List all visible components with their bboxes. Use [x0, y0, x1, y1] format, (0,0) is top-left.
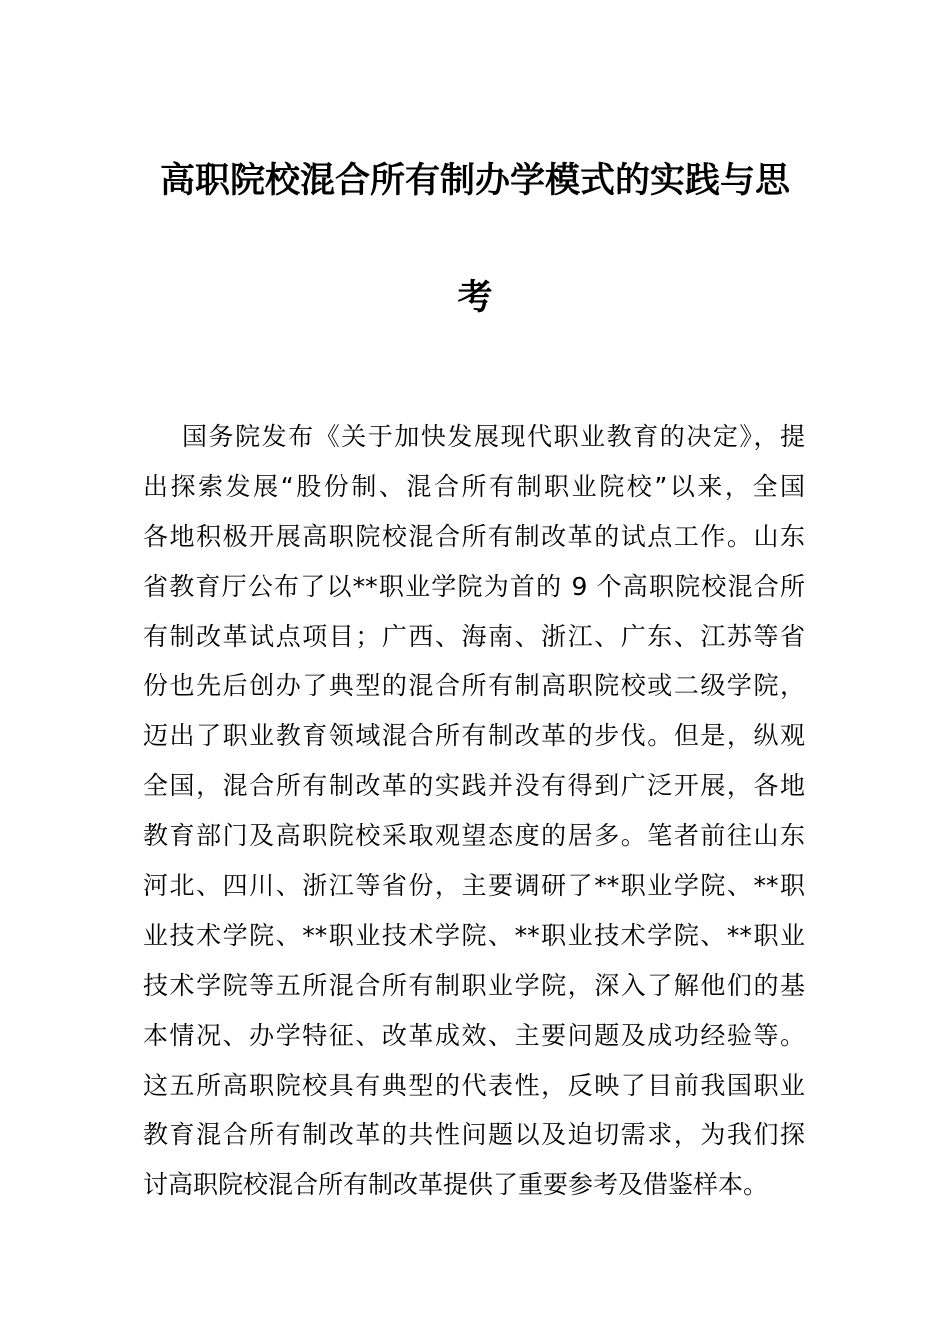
- paragraph-line: 河北、四川、浙江等省份，主要调研了**职业学院、**职: [143, 871, 805, 901]
- paragraph-line: 本情况、办学特征、改革成效、主要问题及成功经验等。: [143, 1020, 805, 1050]
- paragraph-line: 出探索发展“股份制、混合所有制职业院校”以来，全国: [143, 471, 805, 501]
- paragraph-line: 讨高职院校混合所有制改革提供了重要参考及借鉴样本。: [143, 1170, 769, 1200]
- body-paragraph: [143, 412, 805, 1210]
- paragraph-line: 教育混合所有制改革的共性问题以及迫切需求，为我们探: [143, 1120, 805, 1150]
- paragraph-line: 业技术学院、**职业技术学院、**职业技术学院、**职业: [143, 920, 805, 950]
- paragraph-line: 份也先后创办了典型的混合所有制高职院校或二级学院，: [143, 671, 805, 701]
- document-title: [100, 123, 850, 357]
- paragraph-line: 各地积极开展高职院校混合所有制改革的试点工作。山东: [143, 521, 805, 551]
- paragraph-line: 教育部门及高职院校采取观望态度的居多。笔者前往山东: [143, 821, 805, 851]
- paragraph-line: 省教育厅公布了以**职业学院为首的 9 个高职院校混合所: [143, 571, 805, 601]
- paragraph-line: 有制改革试点项目；广西、海南、浙江、广东、江苏等省: [143, 621, 805, 651]
- paragraph-line: 迈出了职业教育领域混合所有制改革的步伐。但是，纵观: [143, 721, 805, 751]
- title-line-1: 高职院校混合所有制办学模式的实践与思: [159, 161, 790, 201]
- paragraph-line: 这五所高职院校具有典型的代表性，反映了目前我国职业: [143, 1070, 805, 1100]
- paragraph-line: 技术学院等五所混合所有制职业学院，深入了解他们的基: [143, 970, 805, 1000]
- paragraph-line: 全国，混合所有制改革的实践并没有得到广泛开展，各地: [143, 771, 805, 801]
- paragraph-line: 国务院发布《关于加快发展现代职业教育的决定》，提: [182, 422, 805, 451]
- title-line-2: 考: [457, 278, 493, 318]
